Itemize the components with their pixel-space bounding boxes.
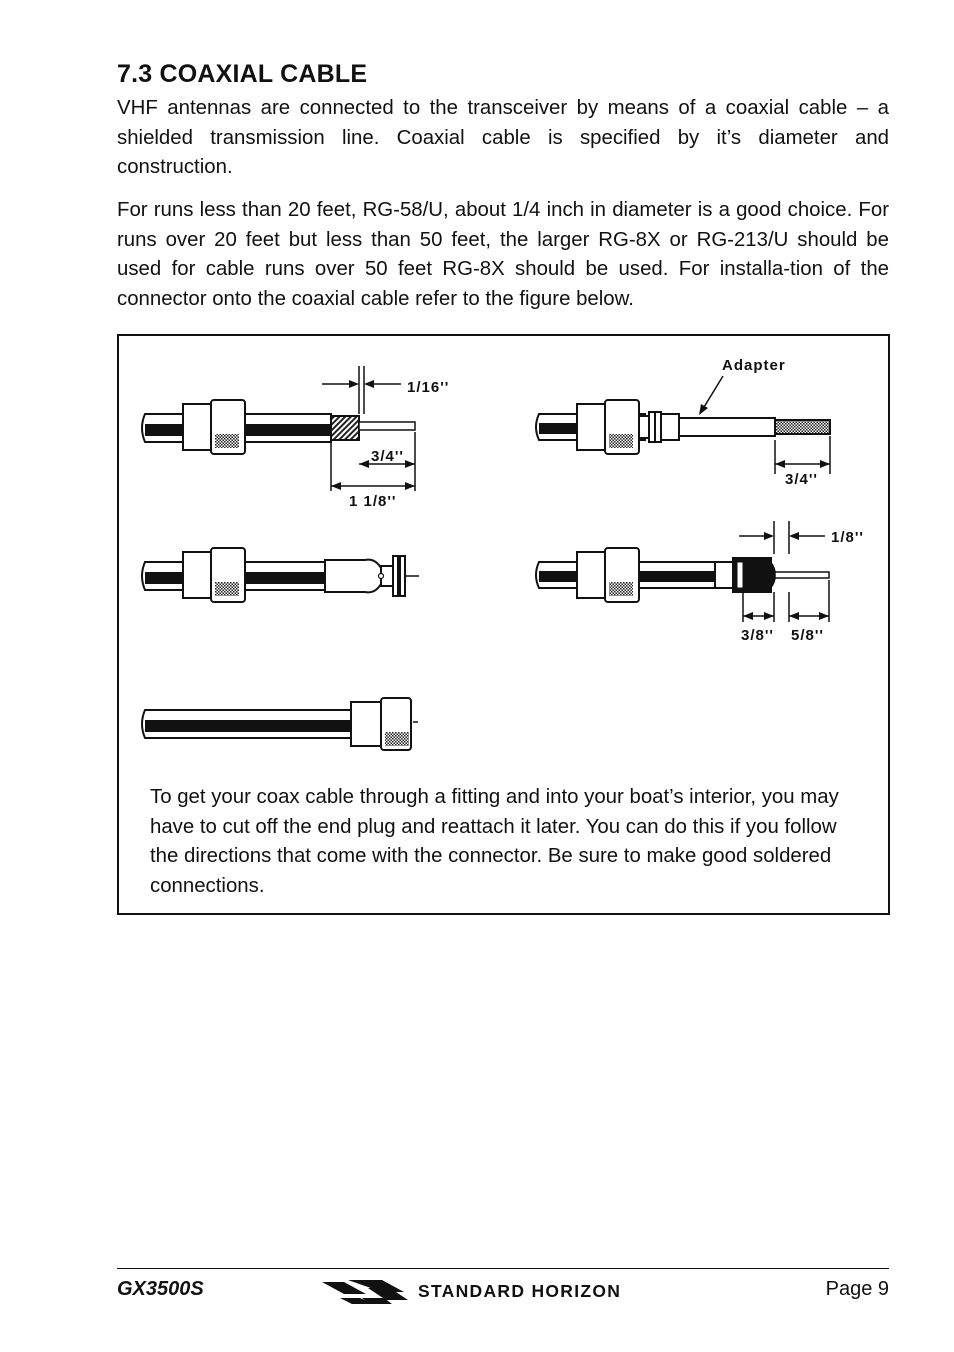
adapter-label: Adapter	[722, 357, 786, 374]
step1-stripped-cable	[142, 366, 415, 491]
dim-3-4-left-label: 3/4''	[371, 448, 404, 465]
dim-1-8-label: 1/8''	[831, 529, 864, 546]
footer-rule	[117, 1268, 889, 1269]
step3-assembled-plug	[142, 698, 418, 750]
dim-3-4-right-label: 3/4''	[785, 471, 818, 488]
intro-paragraph: VHF antennas are connected to the transceiver by means of a coaxial cable – a shielded transmission line. Coaxial cable is specified by it’s diameter and construction.	[117, 97, 889, 178]
figure-note: To get your coax cable through a fitting and into your boat’s interior, you may have to cut off the end plug and reattach it later. You can do this if you follow the directions that come with the connector. Be sure to make good soldered connections.	[150, 786, 839, 897]
page-number: Page 9	[825, 1278, 889, 1300]
section-heading: 7.3 COAXIAL CABLE	[117, 60, 368, 88]
footer-brand: STANDARD HORIZON	[418, 1281, 622, 1301]
step5-braid-folded	[536, 521, 829, 622]
dim-3-8-label: 3/8''	[741, 627, 774, 644]
dim-5-8-label: 5/8''	[791, 627, 824, 644]
cable-runs-paragraph: For runs less than 20 feet, RG-58/U, about 1/4 inch in diameter is a good choice. For runs over 20 feet but less than 50 feet, the larger RG-8X or RG-213/U should be used for cable runs over 50 feet RG-8X should be used. For installa-tion of the connector onto the coaxial cable refer to the figure below.	[117, 199, 889, 310]
dim-1-1-8-label: 1 1/8''	[349, 493, 397, 510]
footer-model: GX3500S	[117, 1278, 204, 1300]
step2-plug-on-cable	[142, 548, 419, 602]
dim-1-16-label: 1/16''	[407, 379, 450, 396]
connector-figure	[117, 334, 890, 915]
standard-horizon-logo-icon	[322, 1276, 412, 1306]
step4-adapter-cable	[536, 376, 830, 474]
